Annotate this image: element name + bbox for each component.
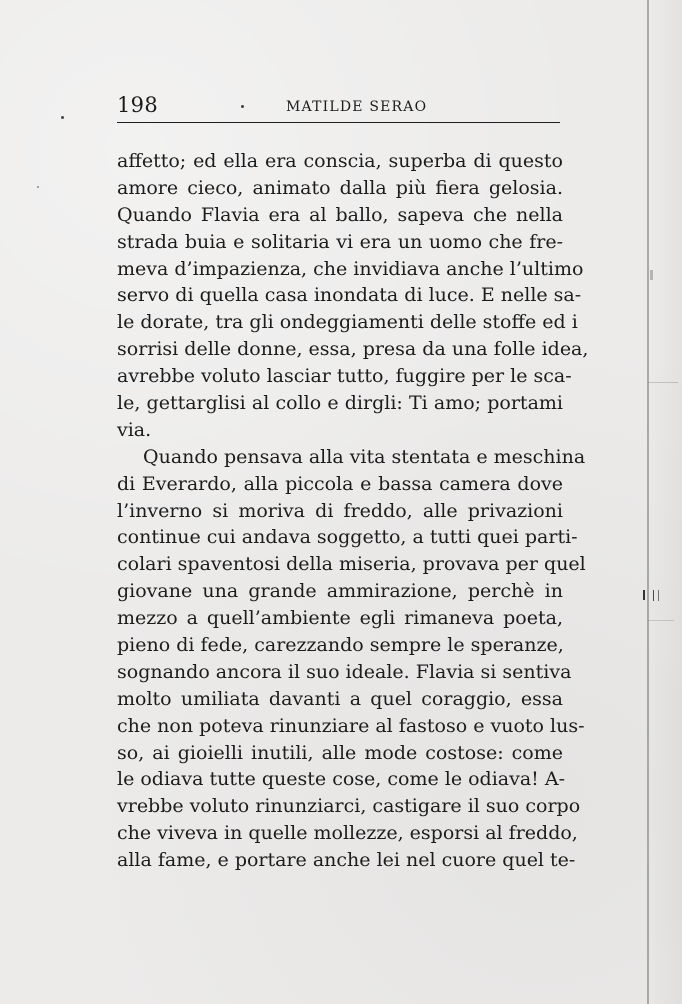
edge-ink-mark — [643, 590, 645, 600]
text-line: Quando pensava alla vita stentata e meschina — [143, 445, 586, 468]
text-line: meva d’impazienza, che invidiava anche l’ultimo — [117, 257, 584, 280]
edge-ink-mark — [658, 590, 659, 601]
header-dot — [241, 105, 244, 108]
text-line: amore cieco, animato dalla più fiera gelosia. — [117, 176, 563, 199]
text-line: giovane una grande ammirazione, perchè in — [117, 580, 563, 603]
book-gutter-edge — [648, 0, 682, 1004]
paragraph-1 — [117, 148, 589, 444]
edge-ink-mark — [653, 590, 654, 601]
text-line: avrebbe voluto lasciar tutto, fuggire per le sca- — [117, 365, 572, 388]
text-line: sognando ancora il suo ideale. Flavia si sentiva — [117, 660, 572, 683]
paragraph-2 — [117, 444, 586, 874]
text-line: sorrisi delle donne, essa, presa da una folle idea, — [117, 338, 589, 361]
text-line: colari spaventosi della miseria, provava per quel — [117, 553, 586, 576]
text-line: molto umiliata davanti a quel coraggio, essa — [117, 687, 563, 710]
edge-speck — [650, 270, 653, 280]
text-line: l’inverno si moriva di freddo, alle privazioni — [117, 499, 563, 522]
text-line: alla fame, e portare anche lei nel cuore quel te- — [117, 849, 576, 872]
running-head: MATILDE SERAO — [286, 99, 428, 115]
page-number: 198 — [117, 93, 158, 117]
text-line: strada buia e solitaria vi era un uomo che fre- — [117, 230, 563, 253]
text-line: servo di quella casa inondata di luce. E nelle sa- — [117, 284, 582, 307]
text-line: via. — [117, 418, 152, 441]
text-line: di Everardo, alla piccola e bassa camera dove — [117, 472, 563, 495]
text-line: che non poteva rinunziare al fastoso e vuoto lus- — [117, 714, 585, 737]
text-line: pieno di fede, carezzando sempre le speranze, — [117, 634, 564, 657]
text-line: le, gettarglisi al collo e dirgli: Ti amo; portami — [117, 392, 563, 415]
header-rule — [117, 122, 560, 123]
text-line: le odiava tutte queste cose, come le odiava! A- — [117, 768, 565, 791]
page-edge-line — [647, 0, 649, 1004]
edge-speck — [648, 382, 678, 383]
text-line: le dorate, tra gli ondeggiamenti delle stoffe ed i — [117, 311, 578, 334]
ink-speck — [61, 116, 64, 119]
text-line: continue cui andava soggetto, a tutti quei parti- — [117, 526, 578, 549]
body-text — [117, 148, 589, 874]
text-line: so, ai gioielli inutili, alle mode costose: come — [117, 741, 563, 764]
page-header — [117, 94, 560, 122]
text-line: Quando Flavia era al ballo, sapeva che nella — [117, 203, 563, 226]
ink-speck — [37, 186, 39, 188]
text-line: affetto; ed ella era conscia, superba di questo — [117, 150, 563, 172]
text-line: vrebbe voluto rinunziarci, castigare il suo corpo — [117, 795, 581, 818]
edge-speck — [648, 620, 674, 621]
text-line: che viveva in quelle mollezze, esporsi al freddo, — [117, 822, 578, 845]
text-line: mezzo a quell’ambiente egli rimaneva poeta, — [117, 607, 563, 630]
